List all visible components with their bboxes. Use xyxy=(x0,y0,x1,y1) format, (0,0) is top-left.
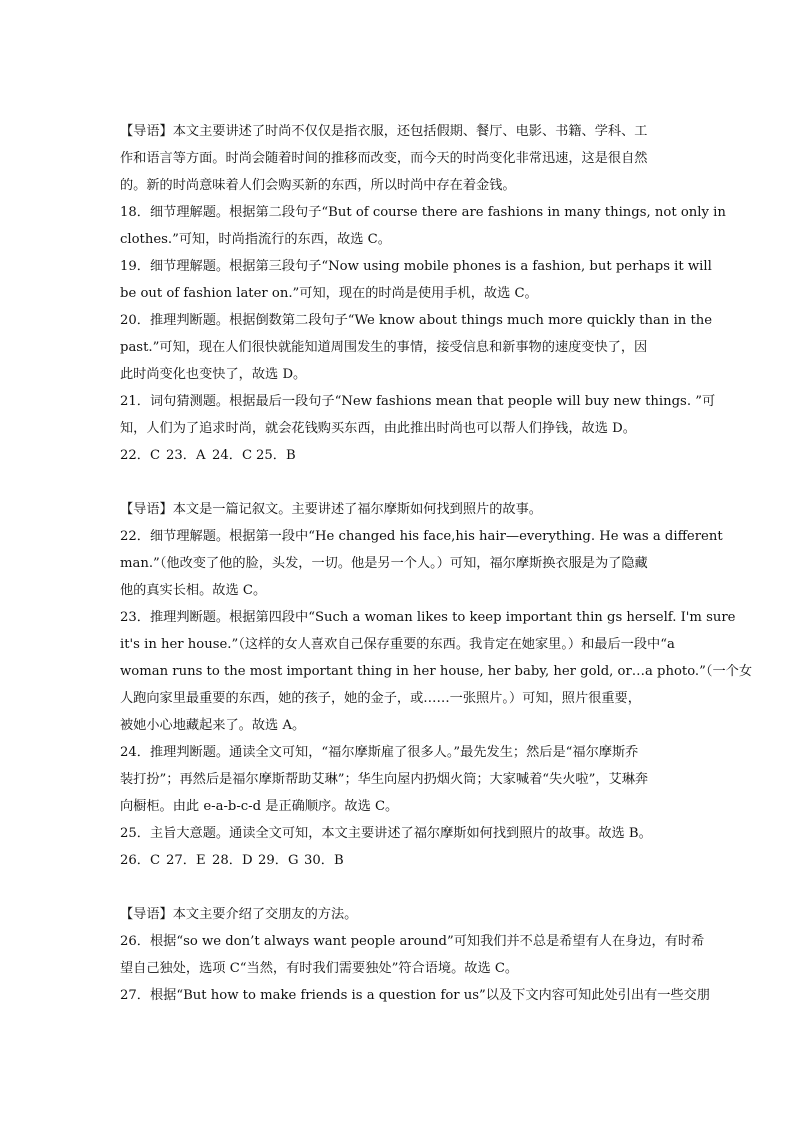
answer-key: 29．G xyxy=(258,853,299,868)
answer-key-row xyxy=(120,847,680,874)
guide-paragraph-line: 作和语言等方面。时尚会随着时间的推移而改变，而今天的时尚变化非常迅速，这是很自然 xyxy=(120,151,648,166)
passage-explanation-fashion xyxy=(120,118,726,469)
explanation-line: 知，人们为了追求时尚，就会花钱购买东西，由此推出时尚也可以帮人们挣钱，故选 D。 xyxy=(120,421,636,436)
explanation-line: clothes.”可知，时尚指流行的东西，故选 C。 xyxy=(120,232,391,247)
explanation-line: 18．细节理解题。根据第二段句子“But of course there are fashions in many things, not only in xyxy=(120,205,726,220)
explanation-line: 19．细节理解题。根据第三段句子“Now using mobile phones is a fashion, but perhaps it will xyxy=(120,259,712,274)
explanation-line: 他的真实长相。故选 C。 xyxy=(120,583,267,598)
explanation-line: be out of fashion later on.”可知，现在的时尚是使用手机，故选 C。 xyxy=(120,286,538,301)
section-spacer xyxy=(120,874,680,901)
explanation-line: it's in her house.”（这样的女人喜欢自己保存重要的东西。我肯定在她家里。）和最后一段中“a xyxy=(120,637,675,652)
explanation-line: 25．主旨大意题。通读全文可知，本文主要讲述了福尔摩斯如何找到照片的故事。故选 B。 xyxy=(120,826,652,841)
answer-key-row xyxy=(120,442,680,469)
answer-key: 26．C xyxy=(120,853,161,868)
guide-paragraph-line: 【导语】本文主要讲述了时尚不仅仅是指衣服，还包括假期、餐厅、电影、书籍、学科、工 xyxy=(120,124,648,139)
explanation-line: 此时尚变化也变快了，故选 D。 xyxy=(120,367,307,382)
explanation-line: 20．推理判断题。根据倒数第二段句子“We know about things much more quickly than in the xyxy=(120,313,713,328)
answer-key: 30．B xyxy=(304,853,344,868)
passage-explanation-holmes xyxy=(120,496,753,874)
explanation-line: 22．细节理解题。根据第一段中“He changed his face,his hair—everything. He was a different xyxy=(120,529,723,544)
explanation-line: 21．词句猜测题。根据最后一段句子“New fashions mean that people will buy new things. ”可 xyxy=(120,394,716,409)
passage-explanation-friends xyxy=(120,901,710,1009)
section-spacer xyxy=(120,469,680,496)
answer-key: 23．A xyxy=(166,448,206,463)
explanation-line: 27．根据“But how to make friends is a question for us”以及下文内容可知此处引出有一些交朋 xyxy=(120,988,710,1003)
answer-key: 27．E xyxy=(166,853,206,868)
guide-paragraph-line: 【导语】本文是一篇记叙文。主要讲述了福尔摩斯如何找到照片的故事。 xyxy=(120,502,542,517)
answer-key: 25．B xyxy=(256,448,296,463)
guide-paragraph-line: 的。新的时尚意味着人们会购买新的东西，所以时尚中存在着金钱。 xyxy=(120,178,516,193)
explanation-line: 26．根据“so we don’t always want people around”可知我们并不总是希望有人在身边，有时希 xyxy=(120,934,705,949)
answer-key: 24．C xyxy=(212,448,253,463)
answer-key: 22．C xyxy=(120,448,161,463)
explanation-line: past.”可知，现在人们很快就能知道周围发生的事情，接受信息和新事物的速度变快了，因 xyxy=(120,340,648,355)
explanation-line: 23．推理判断题。根据第四段中“Such a woman likes to keep important thin gs herself. I'm sure xyxy=(120,610,736,625)
explanation-line: 装打扮”；再然后是福尔摩斯帮助艾琳”；华生向屋内扔烟火筒；大家喊着“失火啦”，艾琳奔 xyxy=(120,772,649,787)
guide-paragraph-line: 【导语】本文主要介绍了交朋友的方法。 xyxy=(120,907,358,922)
explanation-line: woman runs to the most important thing in her house, her baby, her gold, or…a photo.”（一个女 xyxy=(120,664,753,679)
answer-key: 28．D xyxy=(212,853,253,868)
answer-explanations xyxy=(120,118,753,1009)
explanation-line: 被她小心地藏起来了。故选 A。 xyxy=(120,718,306,733)
explanation-line: 24．推理判断题。通读全文可知，“福尔摩斯雇了很多人。”最先发生；然后是“福尔摩斯乔 xyxy=(120,745,639,760)
explanation-line: 人跑向家里最重要的东西，她的孩子，她的金子，或……一张照片。）可知，照片很重要， xyxy=(120,691,641,706)
explanation-line: 向橱柜。由此 e-a-b-c-d 是正确顺序。故选 C。 xyxy=(120,799,399,814)
explanation-line: man.”（他改变了他的脸，头发，一切。他是另一个人。）可知，福尔摩斯换衣服是为了隐藏 xyxy=(120,556,648,571)
explanation-line: 望自己独处，选项 C“当然，有时我们需要独处”符合语境。故选 C。 xyxy=(120,961,519,976)
